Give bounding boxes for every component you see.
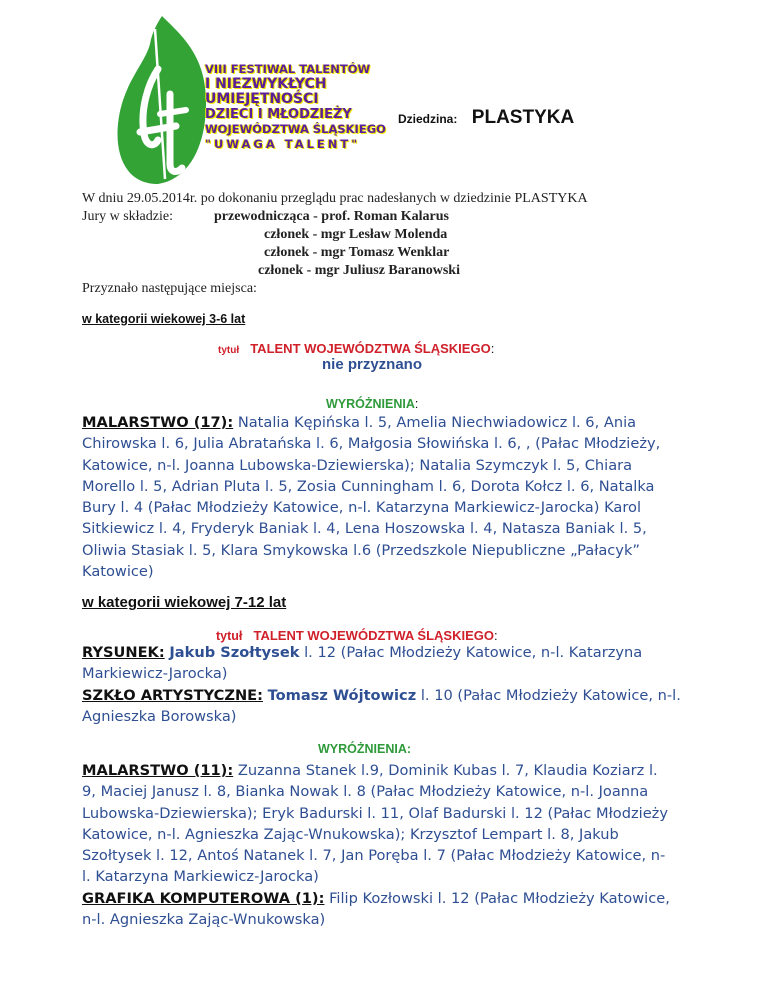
cat1-title-award xyxy=(218,338,494,357)
not-awarded: nie przyznano xyxy=(322,356,423,373)
logo-festival-text xyxy=(205,62,390,152)
jury-member-2: członek - mgr Lesław Molenda xyxy=(264,227,448,242)
cat1-honors-heading xyxy=(326,393,418,412)
drawing-winner: Jakub Szołtysek xyxy=(169,644,300,661)
domain-value: PLASTYKA xyxy=(471,107,575,128)
computer-graphics-list: Filip Kozłowski l. 12 (Pałac Młodzieży Katowice, n-l. Agnieszka Zając-Wnukowska) xyxy=(82,890,670,929)
tytul-big-2: TALENT WOJEWÓDZTWA ŚLĄSKIEGO xyxy=(253,628,494,643)
intro-line: W dniu 29.05.2014r. po dokonaniu przeglądu prac nadesłanych w dziedzinie PLASTYKA xyxy=(82,191,588,206)
logo-line-3: UMIEJĘTNOŚCI xyxy=(205,91,319,107)
honors-colon: : xyxy=(414,397,419,411)
awarded-line: Przyznało następujące miejsca: xyxy=(82,281,257,296)
painting-label: MALARSTWO (17): xyxy=(82,414,234,431)
domain-label: Dziedzina: xyxy=(398,112,458,126)
domain-header xyxy=(398,107,574,129)
painting-list: Natalia Kępińska l. 5, Amelia Niechwiadowicz l. 6, Ania Chirowska l. 6, Julia Abratańska l. 6, Małgosia Słowińska l. 6, , (Pałac Młodzieży, Katowice, n-l. Joanna Lubowska-Dziewierska); Natalia Szymczyk l. 5, Chiara Morello l. 5, Adrian Pluta l. 5, Zosia Cunningham l. 6, Dorota Kołcz l. 6, Natalka Bury l. 4 (Pałac Młodzieży Katowice, n-l. Katarzyna Markiewicz-Jarocka) Karol Sitkiewicz l. 4, Fryderyk Baniak l. 4, Lena Hoszowska l. 4, Natasza Baniak l. 5, Oliwia Stasiak l. 5, Klara Smykowska l.6 (Przedszkole Niepubliczne „Pałacyk” Katowice) xyxy=(82,414,661,581)
tytul-big: TALENT WOJEWÓDZTWA ŚLĄSKIEGO xyxy=(250,341,491,356)
tytul-colon: : xyxy=(490,341,495,356)
jury-member-4: członek - mgr Juliusz Baranowski xyxy=(258,263,460,278)
painting-list-2: Zuzanna Stanek l.9, Dominik Kubas l. 7, Klaudia Koziarz l. 9, Maciej Janusz l. 8, Bianka Nowak l. 8 (Pałac Młodzieży Katowice, n-l. Joanna Lubowska-Dziewierska); Eryk Badurski l. 11, Olaf Badurski l. 12 (Pałac Młodzieży Katowice, n-l. Agnieszka Zając-Wnukowska); Krzysztof Lempart l. 8, Jakub Szołtysek l. 12, Antoś Natanek l. 7, Jan Poręba l. 7 (Pałac Młodzieży Katowice, n-l. Katarzyna Markiewicz-Jarocka) xyxy=(82,762,668,886)
logo-line-1: VIII FESTIWAL TALENTÓW xyxy=(205,62,371,76)
honors-label: WYRÓŻNIENIA xyxy=(326,397,415,411)
festival-logo xyxy=(110,14,390,194)
category-title-3-6: w kategorii wiekowej 3-6 lat xyxy=(82,312,246,326)
tytul-colon-2: : xyxy=(493,628,498,643)
cat2-honors-heading: WYRÓŻNIENIA: xyxy=(318,742,412,756)
logo-line-5: WOJEWÓDZTWA ŚLĄSKIEGO xyxy=(205,122,386,136)
cat2-painting-paragraph xyxy=(82,760,672,888)
glass-label: SZKŁO ARTYSTYCZNE: xyxy=(82,687,263,704)
logo-line-2: I NIEZWYKŁYCH xyxy=(205,76,327,92)
drawing-paragraph xyxy=(82,642,672,685)
jury-member-1: przewodnicząca - prof. Roman Kalarus xyxy=(214,209,449,224)
category-title-7-12: w kategorii wiekowej 7-12 lat xyxy=(82,594,287,611)
painting-label-2: MALARSTWO (11): xyxy=(82,762,234,779)
drawing-label: RYSUNEK: xyxy=(82,644,165,661)
tytul-small: tytuł xyxy=(218,345,240,356)
drawing-details: l. 12 (Pałac Młodzieży Katowice, n-l. Katarzyna Markiewicz-Jarocka) xyxy=(82,644,643,683)
jury-member-3: członek - mgr Tomasz Wenklar xyxy=(264,245,450,260)
glass-winner: Tomasz Wójtowicz xyxy=(267,687,417,704)
computer-graphics-label: GRAFIKA KOMPUTEROWA (1): xyxy=(82,890,325,907)
logo-line-4: DZIECI I MŁODZIEŻY xyxy=(205,107,352,122)
computer-graphics-paragraph xyxy=(82,888,682,931)
logo-line-6: "UWAGA TALENT" xyxy=(205,137,361,151)
glass-paragraph xyxy=(82,685,682,728)
tytul-small-2: tytuł xyxy=(216,629,243,643)
cat1-painting-paragraph xyxy=(82,412,672,582)
jury-prefix: Jury w składzie: xyxy=(82,209,173,224)
glass-details: l. 10 (Pałac Młodzieży Katowice, n-l. Agnieszka Borowska) xyxy=(82,687,681,726)
